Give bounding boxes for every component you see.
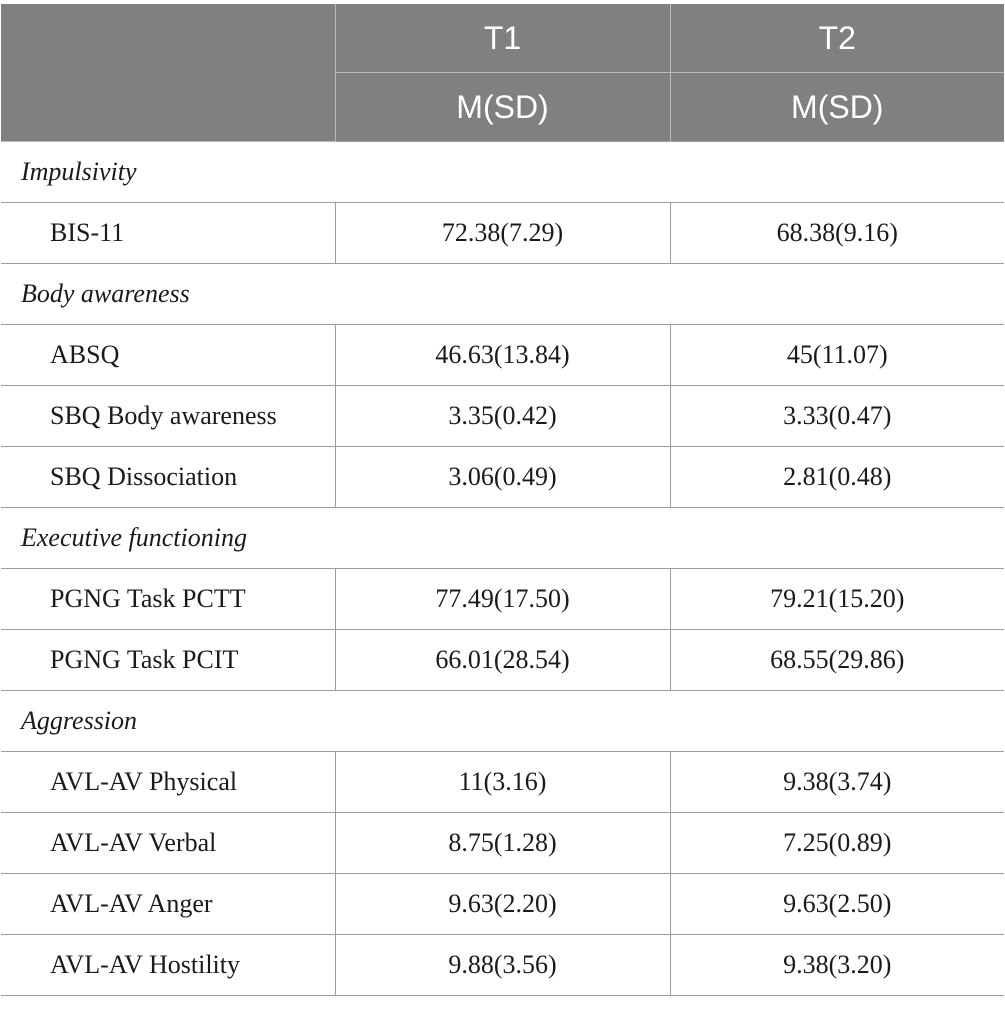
row-label: SBQ Body awareness	[1, 386, 335, 447]
t2-value: 68.38(9.16)	[670, 203, 1004, 264]
table-header	[1, 4, 1004, 142]
row-label: PGNG Task PCTT	[1, 569, 335, 630]
section-row	[1, 142, 1004, 203]
t1-value: 46.63(13.84)	[335, 325, 670, 386]
section-title: Body awareness	[1, 264, 1004, 325]
t1-value: 9.63(2.20)	[335, 874, 670, 935]
section-row	[1, 264, 1004, 325]
table-row	[1, 752, 1004, 813]
subheader-t2: M(SD)	[670, 73, 1004, 142]
table-row	[1, 569, 1004, 630]
table-body	[1, 142, 1004, 996]
table-row	[1, 874, 1004, 935]
t2-value: 3.33(0.47)	[670, 386, 1004, 447]
t1-value: 11(3.16)	[335, 752, 670, 813]
header-t1: T1	[335, 4, 670, 73]
table-row	[1, 630, 1004, 691]
row-label: SBQ Dissociation	[1, 447, 335, 508]
section-title: Impulsivity	[1, 142, 1004, 203]
header-t2: T2	[670, 4, 1004, 73]
section-row	[1, 508, 1004, 569]
t1-value: 3.06(0.49)	[335, 447, 670, 508]
row-label: AVL-AV Verbal	[1, 813, 335, 874]
t2-value: 9.38(3.20)	[670, 935, 1004, 996]
t2-value: 7.25(0.89)	[670, 813, 1004, 874]
t1-value: 72.38(7.29)	[335, 203, 670, 264]
t2-value: 79.21(15.20)	[670, 569, 1004, 630]
t2-value: 9.38(3.74)	[670, 752, 1004, 813]
table-row	[1, 447, 1004, 508]
results-table	[1, 4, 1004, 996]
t2-value: 2.81(0.48)	[670, 447, 1004, 508]
t1-value: 3.35(0.42)	[335, 386, 670, 447]
row-label: BIS-11	[1, 203, 335, 264]
table-row	[1, 935, 1004, 996]
table-row	[1, 813, 1004, 874]
header-corner	[1, 4, 335, 142]
t2-value: 45(11.07)	[670, 325, 1004, 386]
t1-value: 9.88(3.56)	[335, 935, 670, 996]
row-label: AVL-AV Physical	[1, 752, 335, 813]
table-row	[1, 325, 1004, 386]
t2-value: 9.63(2.50)	[670, 874, 1004, 935]
section-title: Aggression	[1, 691, 1004, 752]
row-label: ABSQ	[1, 325, 335, 386]
t1-value: 66.01(28.54)	[335, 630, 670, 691]
row-label: PGNG Task PCIT	[1, 630, 335, 691]
section-row	[1, 691, 1004, 752]
section-title: Executive functioning	[1, 508, 1004, 569]
row-label: AVL-AV Anger	[1, 874, 335, 935]
t1-value: 8.75(1.28)	[335, 813, 670, 874]
subheader-t1: M(SD)	[335, 73, 670, 142]
row-label: AVL-AV Hostility	[1, 935, 335, 996]
t2-value: 68.55(29.86)	[670, 630, 1004, 691]
table-row	[1, 386, 1004, 447]
table-row	[1, 203, 1004, 264]
t1-value: 77.49(17.50)	[335, 569, 670, 630]
